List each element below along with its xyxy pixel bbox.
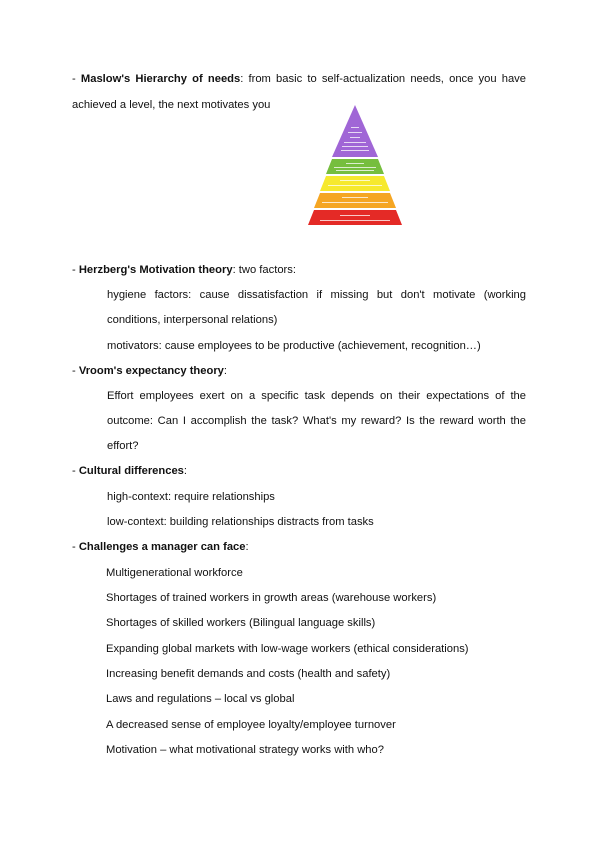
vroom-body-line-3: effort?	[107, 440, 139, 452]
challenge-item: Increasing benefit demands and costs (health and safety)	[106, 668, 391, 680]
maslow-heading: - Maslow's Hierarchy of needs: from basic to self-actualization needs, once you have	[72, 73, 526, 85]
pyramid-tier-esteem	[326, 159, 384, 174]
herzberg-motivators: motivators: cause employees to be productive (achievement, recognition…)	[107, 340, 481, 352]
cultural-label: Cultural differences	[78, 465, 184, 477]
challenge-item: Multigenerational workforce	[106, 567, 243, 579]
challenge-item: Expanding global markets with low-wage workers (ethical considerations)	[106, 643, 469, 655]
maslow-pyramid-image	[294, 105, 416, 225]
challenge-item: Shortages of skilled workers (Bilingual language skills)	[106, 617, 376, 629]
cultural-item: high-context: require relationships	[107, 491, 275, 503]
cultural-item: low-context: building relationships distracts from tasks	[107, 516, 374, 528]
herzberg-heading: - Herzberg's Motivation theory: two factors:	[72, 264, 296, 276]
pyramid-tier-physiological	[308, 210, 402, 225]
pyramid-tier-self-actualization	[332, 105, 378, 157]
herzberg-label: Herzberg's Motivation theory	[78, 264, 233, 276]
challenges-heading: - Challenges a manager can face:	[72, 541, 249, 553]
herzberg-hygiene-cont: conditions, interpersonal relations)	[107, 314, 278, 326]
vroom-body-line-2: outcome: Can I accomplish the task? What's my reward? Is the reward worth the	[107, 415, 526, 427]
maslow-label: Maslow's Hierarchy of needs	[80, 73, 241, 85]
herzberg-hygiene: hygiene factors: cause dissatisfaction if missing but don't motivate (working	[107, 289, 526, 301]
cultural-heading: - Cultural differences:	[72, 465, 188, 477]
vroom-body-line-1: Effort employees exert on a specific task depends on their expectations of the	[107, 390, 526, 402]
challenge-item: Laws and regulations – local vs global	[106, 693, 295, 705]
vroom-label: Vroom's expectancy theory	[78, 365, 224, 377]
pyramid-tier-love-belonging	[320, 176, 390, 191]
challenges-label: Challenges a manager can face	[78, 541, 246, 553]
challenge-item: A decreased sense of employee loyalty/employee turnover	[106, 719, 396, 731]
challenge-item: Shortages of trained workers in growth areas (warehouse workers)	[106, 592, 437, 604]
vroom-heading: - Vroom's expectancy theory:	[72, 365, 228, 377]
pyramid-tier-safety	[314, 193, 396, 208]
maslow-text: achieved a level, the next motivates you	[72, 99, 271, 111]
challenge-item: Motivation – what motivational strategy works with who?	[106, 744, 384, 756]
